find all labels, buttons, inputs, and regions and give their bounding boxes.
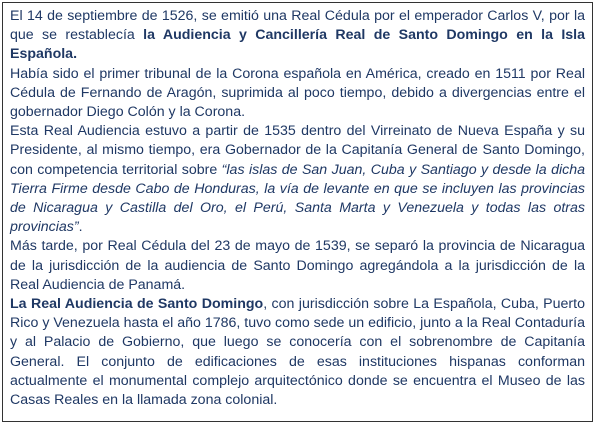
paragraph-1: [10, 7, 585, 65]
paragraph-1-text: El 14 de septiembre de 1526, se emitió una Real Cédula por el emperador Carlos V, por la que se restablecía: [10, 8, 585, 44]
paragraph-4: Más tarde, por Real Cédula del 23 de mayo de 1539, se separó la provincia de Nicaragua de la jurisdicción de la audiencia de Santo Domingo agregándola a la jurisdicción de la Real Audiencia de Panamá.: [10, 238, 585, 293]
paragraph-3: [10, 122, 585, 237]
paragraph-5-bold-text: La Real Audiencia de Santo Domingo: [10, 296, 264, 313]
paragraph-5-text: , con jurisdicción sobre La Española, Cuba, Puerto Rico y Venezuela hasta el año 1786, tuvo como sede un edificio, junto a la Real Contaduría y al Palacio de Gobierno, que luego se conocería con el sobrenombre de Capitanía General. El conjunto de edificaciones de esas instituciones hispanas conforman actualmente el monumental complejo arquitectónico donde se encuentra el Museo de las Casas Reales en la llamada zona colonial.: [10, 296, 585, 409]
paragraph-2: Había sido el primer tribunal de la Corona española en América, creado en 1511 por Real Cédula de Fernando de Aragón, suprimida al poco tiempo, debido a divergencias entre el gobernador Diego Colón y la Corona.: [10, 65, 585, 121]
paragraph-5: [10, 295, 585, 410]
paragraph-3-quote: “las islas de San Juan, Cuba y Santiago y desde la dicha Tierra Firme desde Cabo de Honduras, la vía de levante en que se incluyen las provincias de Nicaragua y Castilla del Oro, el Perú, Santa Marta y Venezuela y todas las otras provincias”: [10, 161, 585, 236]
text-box: [2, 2, 593, 422]
paragraph-3-end: .: [78, 219, 83, 236]
paragraph-3-text: Esta Real Audiencia estuvo a partir de 1535 dentro del Virreinato de Nueva España y su Presidente, al mismo tiempo, era Gobernador de la Capitanía General de Santo Domingo, con competencia territorial sobre: [10, 123, 585, 178]
paragraph-1-bold-text: la Audiencia y Cancillería Real de Santo Domingo en la Isla Española.: [10, 27, 585, 63]
